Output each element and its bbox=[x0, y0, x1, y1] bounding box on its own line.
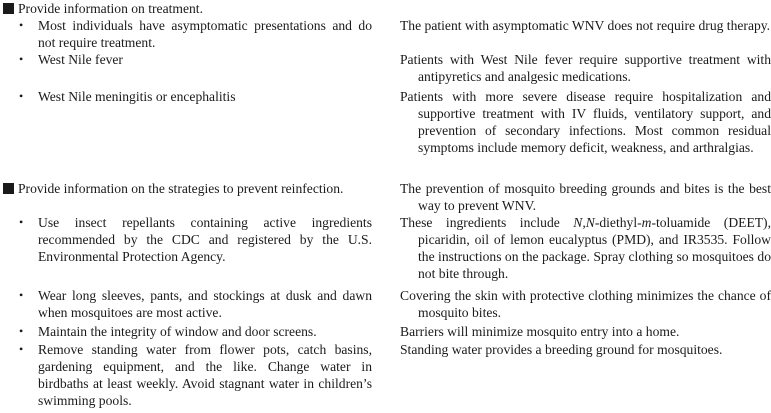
prevention-row-standing-water bbox=[0, 341, 771, 409]
rationale-text: Barriers will minimize mosquito entry into a home. bbox=[400, 324, 680, 339]
rationale-text: Standing water provides a breeding ground for mosquitoes. bbox=[400, 342, 723, 357]
bullet-dot-icon: • bbox=[19, 288, 24, 302]
list-item: • West Nile fever bbox=[19, 52, 123, 67]
rationale-text: Covering the skin with protective clothing minimizes the chance of mosquito bites. bbox=[400, 288, 771, 320]
prevention-heading: Provide information on the strategies to prevent reinfection. bbox=[0, 180, 380, 197]
rationale-text: The prevention of mosquito breeding grounds and bites is the best way to prevent WNV. bbox=[400, 181, 771, 213]
treatment-row-fever bbox=[0, 51, 771, 84]
treatment-row-asymptomatic bbox=[0, 17, 771, 51]
list-item: • West Nile meningitis or encephalitis bbox=[19, 89, 236, 104]
rationale-text: The patient with asymptomatic WNV does not require drug therapy. bbox=[400, 18, 771, 33]
rationale-text: Patients with more severe disease require hospitalization and supportive treatment with IV fluids, ventilatory support, and prevention of secondary infections. Most common residual symptoms include memory deficit, weakness, and arthralgias. bbox=[400, 89, 771, 155]
list-item: • Wear long sleeves, pants, and stockings at dusk and dawn when mosquitoes are most active. bbox=[19, 288, 372, 320]
list-item: • Use insect repellants containing active ingredients recommended by the CDC and registered by the U.S. Environmental Protection Agency. bbox=[19, 215, 372, 264]
prevention-row-screens bbox=[0, 323, 771, 340]
list-item: • Most individuals have asymptomatic presentations and do not require treatment. bbox=[19, 18, 372, 50]
square-bullet-icon bbox=[3, 183, 14, 194]
treatment-heading: Provide information on treatment. bbox=[0, 0, 380, 17]
bullet-dot-icon: • bbox=[19, 342, 24, 356]
list-item: • Maintain the integrity of window and door screens. bbox=[19, 324, 317, 339]
bullet-dot-icon: • bbox=[19, 215, 24, 229]
bullet-dot-icon: • bbox=[19, 324, 24, 338]
list-item: • Remove standing water from flower pots, catch basins, gardening equipment, and the like. Change water in birdbaths at least weekly. Avoid stagnant water in children’s swimming pools. bbox=[19, 342, 372, 408]
bullet-dot-icon: • bbox=[19, 89, 24, 103]
bullet-dot-icon: • bbox=[19, 18, 24, 32]
bullet-dot-icon: • bbox=[19, 52, 24, 66]
prevention-row-clothing bbox=[0, 287, 771, 321]
rationale-text: Patients with West Nile fever require supportive treatment with antipyretics and analgesic medications. bbox=[400, 52, 771, 84]
treatment-row-meningitis bbox=[0, 88, 771, 155]
rationale-text: These ingredients include N,N-diethyl-m-toluamide (DEET), picaridin, oil of lemon eucalyptus (PMD), and IR3535. Follow the instructions on the package. Spray clothing so mosquitoes do not bite through. bbox=[400, 215, 771, 281]
prevention-row-repellants bbox=[0, 214, 771, 281]
square-bullet-icon bbox=[3, 3, 14, 14]
prevention-heading-row bbox=[0, 180, 771, 213]
treatment-heading-row bbox=[0, 0, 771, 17]
